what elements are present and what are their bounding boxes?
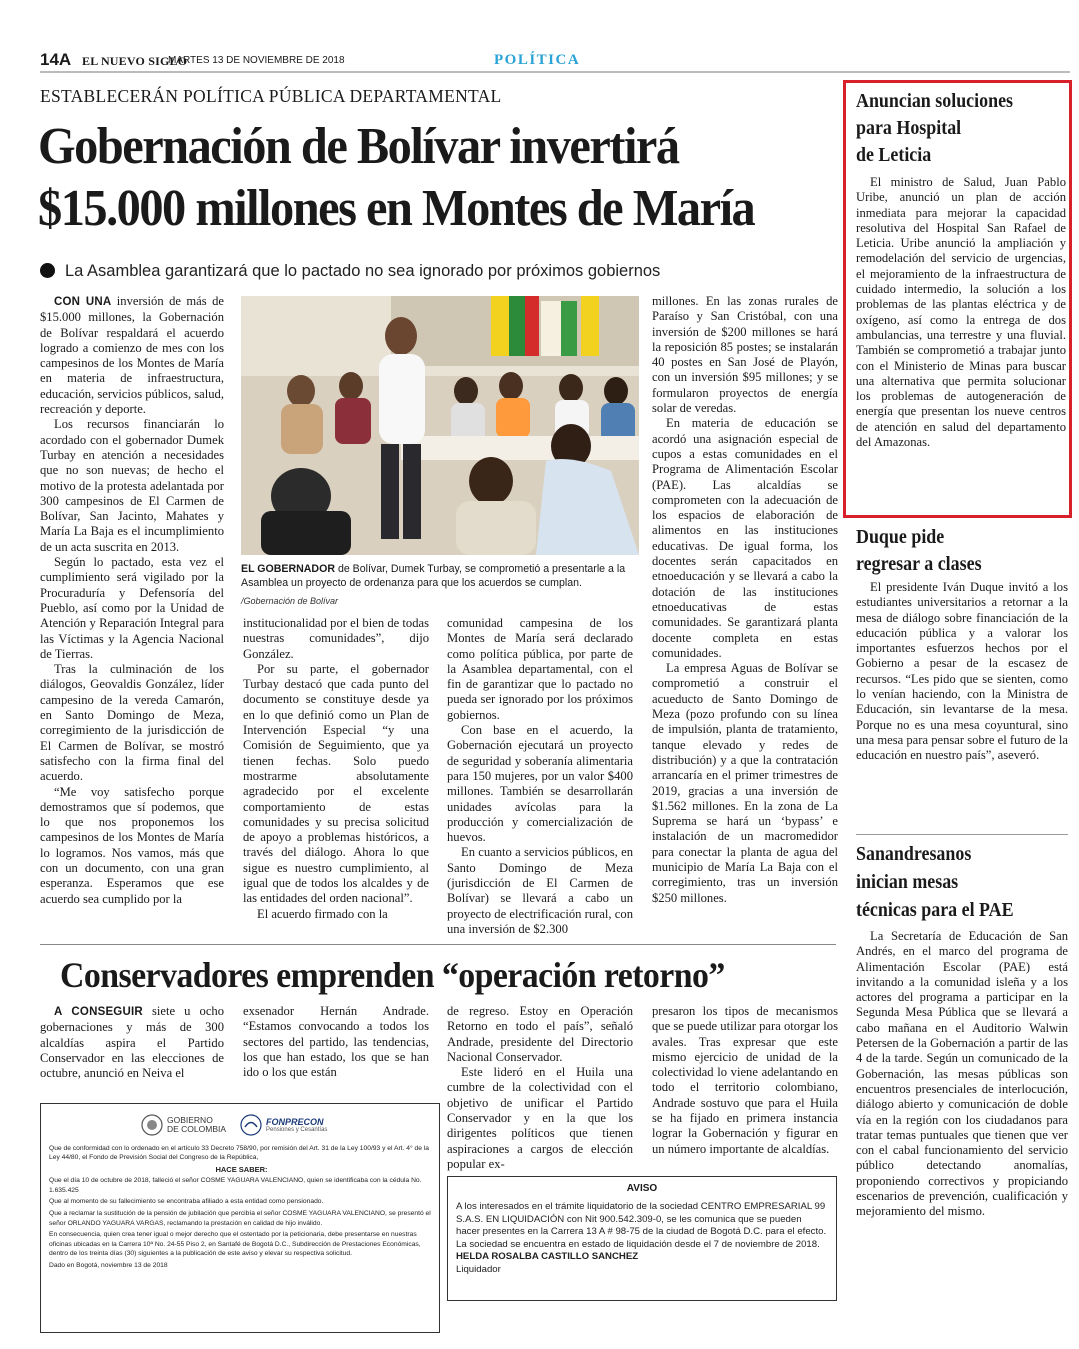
story-divider: [40, 944, 836, 945]
gobierno-logo: GOBIERNO DE COLOMBIA: [141, 1114, 226, 1136]
headline-line-2: $15.000 millones en Montes de María: [38, 180, 755, 237]
page-header: [40, 50, 840, 72]
story2-column-4: presaron los tipos de mecanismos que se puede utilizar para otorgar los avales. Tras expresar que este mismo ejercicio de unidad de la colectividad lo viene adelantando en todo el territorio colombiano, Andrade sostuvo que para el Huila se ha fijado en primera instancia lograr la Gobernación y figurar en un número importante de alcaldías.: [652, 1004, 838, 1156]
bullet-icon: [40, 263, 55, 278]
caption-label: EL GOBERNADOR: [241, 563, 335, 575]
fonprecon-emblem-icon: [240, 1114, 262, 1136]
paragraph: En materia de educación se acordó una asignación especial de cupos a estas comunidades en el Programa de Alimentación Escolar (PAE). Las alcaldías se comprometen con la adecuación de los espacios de elaboración de alimentos en las instituciones educativas. De igual forma, los docentes serán capacitados en etnoeducación y se llevará a cabo la dotación de las instituciones etnoeducativas de estas comunidades. Se garantizará planta docente completa en estas comunidades.: [652, 416, 838, 660]
aviso-text: A los interesados en el trámite liquidatorio de la sociedad CENTRO EMPRESARIAL 99 S.A.S. EN LIQUIDACIÓN con Nit 900.542.309-0, se les comunica que se pueden hacer presentes en la Carrera 13 A # 98-75 de la ciudad de Bogotá D.C. para el efecto. La sociedad se encuentra en estado de liquidación desde el 7 de noviembre de 2018. HELDA ROSALBA CASTILLO SANCHEZ Liquidador: [456, 1201, 827, 1275]
photo-credit: /Gobernación de Bolívar: [241, 596, 339, 606]
photo-caption: [241, 562, 639, 590]
sidebar-body: La Secretaría de Educación de San Andrés, en el marco del programa de Alimentación Escolar (PAE) está invitando a la comunidad isleña y a los actores del programa a participar en la Segunda Mesa Pública que se llevará a cabo mañana en el Auditorio Walwin Petersen de la Gobernación a partir de las 4 de la tarde. Según un comunicado de la Gobernación, las mesas públicas son encuentros presenciales de interlocución, diálogo abierto y comunicación de doble vía en la región con los ciudadanos para tratar temas puntuales que tienen que ver con el cabal funcionamiento del servicio público detectando anomalías, proponiendo correctivos y propiciando escenarios de prevención, cualificación y mejoramiento del mismo.: [856, 929, 1068, 1219]
page-number: 14A: [40, 50, 72, 69]
lead-in: CON UNA: [54, 296, 112, 308]
article-column-2: [243, 616, 429, 922]
paragraph: Con base en el acuerdo, la Gobernación ejecutará un proyecto de seguridad y soberanía alimentaria para 150 mujeres, por un valor $400 millones. También se desarrollarán unidades avícolas para la producción y comercialización de huevos.: [447, 723, 633, 845]
sidebar-story-pae: [856, 841, 1068, 1220]
story2-column-3: de regreso. Estoy en Operación Retorno en todo el país”, señaló Andrade, presidente del Directorio Nacional Conservador. Este lideró en el Huila una cumbre de la colectividad con el objetivo de unificar el Partido Conservador y en la que los dirigentes políticos que tienen aspiraciones a cargos de elección popular ex-: [447, 1004, 633, 1171]
sidebar-divider: [856, 834, 1068, 835]
news-photo: [241, 296, 639, 555]
paragraph: En cuanto a servicios públicos, en Santo Domingo de Meza (jurisdicción de El Carmen de Bolívar) se llevará a cabo un proyecto de electrificación rural, con una inversión de $2.300: [447, 845, 633, 936]
caption-text: de Bolívar, Dumek Turbay, se comprometió a presentarle a la Asamblea un proyecto de ordenanza para que los acuerdos se cumplan.: [241, 563, 626, 589]
section-label: POLÍTICA: [494, 52, 581, 68]
notice-logos: [141, 1112, 327, 1138]
lead-in: A CONSEGUIR: [54, 1006, 143, 1018]
story2-column-1: A CONSEGUIR siete u ocho gobernaciones y más de 300 alcaldías aspira el Partido Conservador en las elecciones de octubre, anunció en Neiva el: [40, 1004, 225, 1081]
headline-line-1: Gobernación de Bolívar invertirá: [38, 118, 679, 175]
header-divider: [40, 71, 1070, 73]
notice-text: Que de conformidad con lo ordenado en el artículo 33 Decreto 758/90, por remisión del Art. 31 de la Ley 100/93 y el Art. 4° de la Ley 44/80, el Fondo de Previsión Social del Congreso de la República, HACE SABER: Que el día 10 de octubre de 2018, falleció el señor COSME YAGUARA VALENCIANO, quien se identificaba con la cédula No. 1.635.425 Que al momento de su fallecimiento se encontraba afiliado a esta entidad como pensionado. Que a reclamar la sustitución de la pensión de jubilación que percibía el señor COSME YAGUARA VALENCIANO, se presentó el señor ORLANDO YAGUARA VARGAS, reclamando la prestación en calidad de hijo inválido. En consecuencia, quien crea tener igual o mejor derecho que el ostentado por la peticionaria, debe presentarse en nuestras oficinas ubicadas en la Carrera 10ª No. 24-55 Piso 2, en Santafé de Bogotá D.C., Subdirección de Prestaciones Económicas, dentro de los treinta días (30) siguientes a la publicación de este aviso y elevar su respectiva solicitud. Dado en Bogotá, noviembre 13 de 2018: [49, 1145, 431, 1269]
paragraph: institucionalidad por el bien de todas nuestras comunidades”, dijo González.: [243, 616, 429, 661]
sidebar-headline: Anuncian soluciones para Hospital de Leticia: [856, 91, 1014, 166]
newspaper-name: EL NUEVO SIGLO: [82, 54, 188, 68]
paragraph: La empresa Aguas de Bolívar se comprometió a construir el acueducto de Santo Domingo de Meza (pozo profundo con su línea de impulsión, planta de tratamiento, tanque elevado y redes de distribución) y a que la contratación arrancaría en el primer trimestres de 2019, gracias a una inversión de $1.562 millones. En la zona de La Suprema se hará un ‘bypass’ e instalación de un macromedidor para conectar la planta de agua del municipio de María La Baja con el corregimiento, tras un inversión $250 millones.: [652, 661, 838, 905]
sidebar-headline: Duque pide regresar a clases: [856, 527, 982, 575]
paragraph: “Me voy satisfecho porque demostramos que sí podemos, que lo que nos proponemos los campesinos de los Montes de María lo logramos. Nos vamos, más que con un documento, con una gran esperanza. Esperamos que ese acuerdo sea cumplido por la: [40, 784, 224, 906]
legal-notice-pension: [40, 1103, 440, 1333]
article-column-4: [652, 294, 838, 906]
paragraph: Por su parte, el gobernador Turbay destacó que cada punto del documento se constituye desde ya en lo que definió como un Plan de Intervención Especial “y una Comisión de Seguimiento, que ya tienen fechas. Solo puedo mostrarme absolutamente agradecido por el excelente comportamiento de estas comunidades y su precisa solicitud de apoyo a problemas históricos, a través del diálogo. Ahora lo que sigue es nuestro cumplimiento, al igual que de todos los alcaldes y de las entidades del orden nacional”.: [243, 661, 429, 906]
sidebar-headline: Sanandresanos inician mesas técnicas para el PAE: [856, 844, 1014, 921]
subheadline: [40, 262, 660, 281]
story2-headline: Conservadores emprenden “operación retorno”: [60, 955, 725, 995]
subheadline-text: La Asamblea garantizará que lo pactado no sea ignorado por próximos gobiernos: [65, 262, 661, 280]
article-column-1: [40, 294, 224, 907]
fonprecon-logo: FONPRECON Pensiones y Cesantías: [240, 1114, 327, 1136]
colombia-shield-icon: [141, 1114, 163, 1136]
sidebar-body: El ministro de Salud, Juan Pablo Uribe, anunció un plan de acción inmediata para mejorar la capacidad resolutiva del Hospital San Rafael de Leticia. Uribe anunció la ampliación y remodelación del servicio de urgencias, el mejoramiento de la infraestructura de cuidado intermedio, la solución a los problemas de las plantas eléctrica y de oxígeno, así como la entrega de dos ambulancias, una terrestre y una fluvial. También se comprometió a trabajar junto con el Ministerio de Minas para buscar una alternativa que permita solucionar los problemas de autogeneración de energía que presentan los nueve centros de atención en salud del departamento del Amazonas.: [856, 175, 1066, 450]
main-headline: [38, 116, 782, 240]
aviso-title: AVISO: [626, 1183, 658, 1194]
issue-date: MARTES 13 DE NOVIEMBRE DE 2018: [168, 55, 345, 66]
paragraph: CON UNA inversión de más de $15.000 millones, la Gobernación de Bolívar respaldará el acuerdo logrado a comienzo de mes con los campesinos de los Montes de María en materia de infraestructura, educación, servicios públicos, salud, recreación y deporte.: [40, 294, 224, 417]
paragraph: Los recursos financiarán lo acordado con el gobernador Dumek Turbay en atención a necesidades que no son nuevas; de hecho el motivo de la protesta adelantada por 300 campesinos de El Carmen de Bolívar, San Jacinto, Mahates y María La Baja es el incumplimiento de un acta suscrita en 2013.: [40, 417, 224, 554]
sidebar-body: El presidente Iván Duque invitó a los estudiantes universitarios a retornar a la mesa de diálogo sobre financiación de la educación pública y a valorar los importantes esfuerzos hechos por el Gobierno a pesar de la escasez de recursos. “Les pido que se sienten, como lo venían haciendo, con la Ministra de Educación, sin levantarse de la mesa. Porque no es una mesa coyuntural, sino una mesa para pensar sobre el futuro de la educación en nuestro país”, aseveró.: [856, 580, 1068, 763]
paragraph: comunidad campesina de los Montes de María será declarado como política pública, por parte de la Asamblea departamental, con el fin de garantizar que lo pactado no pueda ser ignorado por los próximos gobiernos.: [447, 616, 633, 722]
photo-gobernador-asamblea: [241, 296, 639, 555]
paragraph: Tras la culminación de los diálogos, Geovaldis González, líder campesino de la vereda Camarón, en Santo Domingo de Meza, corregimiento de la jurisdicción de El Carmen de Bolívar, se mostró satisfecho con la firma final del acuerdo.: [40, 662, 224, 784]
paragraph: millones. En las zonas rurales de Paraíso y San Cristóbal, con una inversión de $200 millones se hará la reposición 85 postes; se instalarán 40 postes en San José de Playón, con un inversión $95 millones; y se formularon proyectos de energía solar de veredas.: [652, 294, 838, 416]
legal-notice-aviso: [447, 1176, 837, 1301]
paragraph: Según lo pactado, esta vez el cumplimiento será vigilado por la Procuraduría y Defensoría del Pueblo, así como por la Unidad de Atención y Reparación Integral para las Víctimas y la Agencia Nacional de Tierras.: [40, 555, 224, 661]
story2-column-2: exsenador Hernán Andrade. “Estamos convocando a todos los sectores del partido, las tendencias, los que han estado, los que se han ido o los que están: [243, 1004, 429, 1080]
sidebar-story-duque: [856, 524, 1068, 764]
story-kicker: ESTABLECERÁN POLÍTICA PÚBLICA DEPARTAMENTAL: [40, 86, 502, 106]
sidebar-story-hospital: [856, 88, 1066, 450]
article-column-3: [447, 616, 633, 937]
paragraph: El acuerdo firmado con la: [257, 906, 388, 921]
